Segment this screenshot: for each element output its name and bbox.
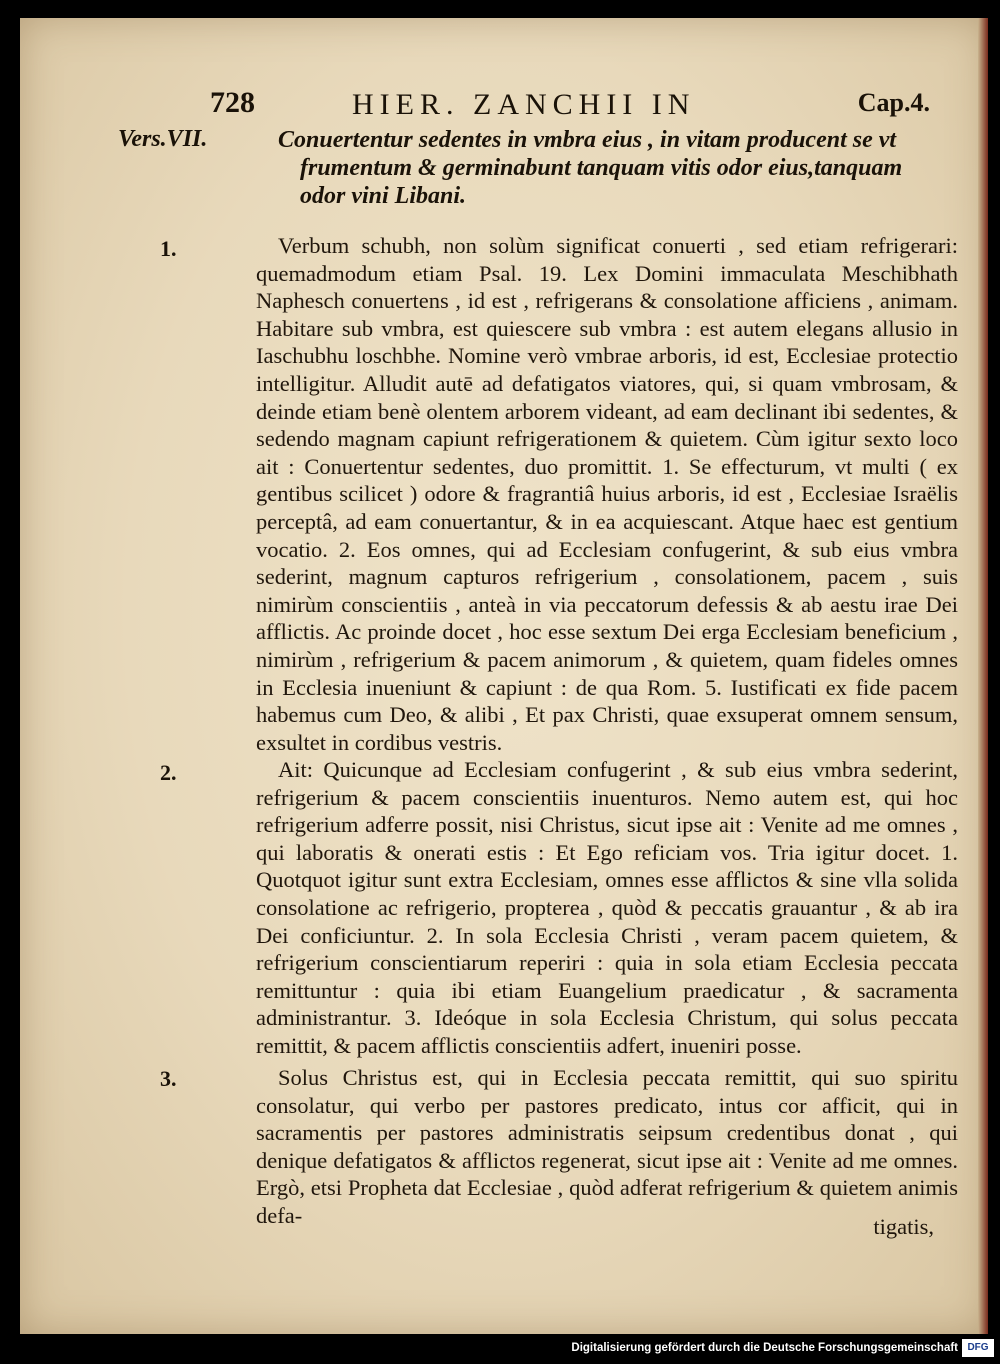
section-2 <box>256 756 958 1060</box>
section-number-1: 1. <box>160 236 177 261</box>
verse-text <box>278 126 938 210</box>
page-edge <box>978 18 988 1334</box>
chapter-reference: Cap.4. <box>857 88 930 117</box>
running-head: HIER. ZANCHII IN <box>352 88 696 121</box>
verse-line-2: frumentum & germinabunt tanquam vitis odor eius,tanquam <box>300 155 903 181</box>
section-number-2: 2. <box>160 760 177 785</box>
section-3-text: Solus Christus est, qui in Ecclesia peccata remittit, qui suo spiritu consolatur, qui verbo per pastores predicato, intus cor afficit, qui in sacramentis per pastores administratis seipsum credentibus donat , qui denique defatigatos & afflictos regenerat, sicut ipse ait : Venite ad me omnes. Ergò, etsi Propheta dat Ecclesiae , quòd adferat refrigerium & quietem animis defa- <box>256 1065 958 1228</box>
verse-label: Vers.VII. <box>118 126 208 152</box>
book-page <box>20 18 988 1334</box>
section-1 <box>256 232 958 756</box>
footer-bar <box>0 1334 1000 1364</box>
funding-notice: Digitalisierung gefördert durch die Deutsche Forschungsgemeinschaft <box>571 1342 958 1354</box>
page-header <box>20 86 988 126</box>
catchword: tigatis, <box>873 1214 934 1239</box>
section-2-text: Ait: Quicunque ad Ecclesiam confugerint , & sub eius vmbra sederint, refrigerium & pacem conscientiis inuenturos. Nemo autem est, qui hoc refrigerium adferre possit, nisi Christus, sicut ipse ait : Venite ad me omnes , qui laboratis & onerati estis : Et Ego reficiam vos. Tria igitur docet. 1. Quotquot igitur sunt extra Ecclesiam, omnes esse afflictos & sine vlla solida consolatione ac refrigerio, propterea , quòd & peccatis grauantur , & ab ira Dei conficiuntur. 2. In sola Ecclesia Christi , veram pacem quietem, & refrigerium conscientiarum reperiri : quia in sola etiam Ecclesia peccata remittuntur : quia ibi etiam Euangelium praedicatur , & sacramenta administrantur. 3. Ideóque in sola Ecclesia Christum, qui solus peccata remittit, & pacem afflictis conscientiis adfert, inueniri posse. <box>256 757 958 1058</box>
page-number: 728 <box>210 86 255 119</box>
section-3 <box>256 1064 958 1230</box>
verse-line-3: odor vini Libani. <box>300 183 467 209</box>
verse-line-1: Conuertentur sedentes in vmbra eius , in vitam producent se vt <box>278 127 897 153</box>
section-number-3: 3. <box>160 1066 177 1091</box>
dfg-logo-icon: DFG <box>962 1339 994 1357</box>
section-1-text: Verbum schubh, non solùm significat conuerti , sed etiam refrigerari: quemadmodum etiam Psal. 19. Lex Domini immaculata Meschibhath Naphesch conuertens , id est , refrigerans & consolatione afficiens , animam. Habitare sub vmbra, est quiescere sub vmbra : est autem elegans allusio in Iaschubhu loschbhe. Nomine verò vmbrae arboris, id est, Ecclesiae protectio intelligitur. Alludit autē ad defatigatos viatores, qui, si quam vmbrosam, & deinde etiam benè olentem arborem videant, ad eam declinant ibi sedentes, & sedendo magnam capiunt refrigerationem & quietem. Cùm igitur sexto loco ait : Conuertentur sedentes, duo promittit. 1. Se effecturum, vt multi ( ex gentibus scilicet ) odore & fragrantiâ huius arboris, id est , Ecclesiae Israëlis perceptâ, ad eam conuertantur, & in ea acquiescant. Atque haec est gentium vocatio. 2. Eos omnes, qui ad Ecclesiam confugerint, & sub eius vmbra sederint, magnum capturos refrigerium , consolationem, pacem , suis nimirùm conscientiis , anteà in via peccatorum defessis & ab aestu irae Dei afflictis. Ac proinde docet , hoc esse sextum Dei erga Ecclesiam beneficium , nimirùm , refrigerium & pacem animorum , & quietem, quam fideles omnes in Ecclesia inueniunt & capiunt : de qua Rom. 5. Iustificati ex fide pacem habemus cum Deo, & alibi , Et pax Christi, quae exsuperat omnem sensum, exsultet in cordibus vestris. <box>256 233 958 755</box>
